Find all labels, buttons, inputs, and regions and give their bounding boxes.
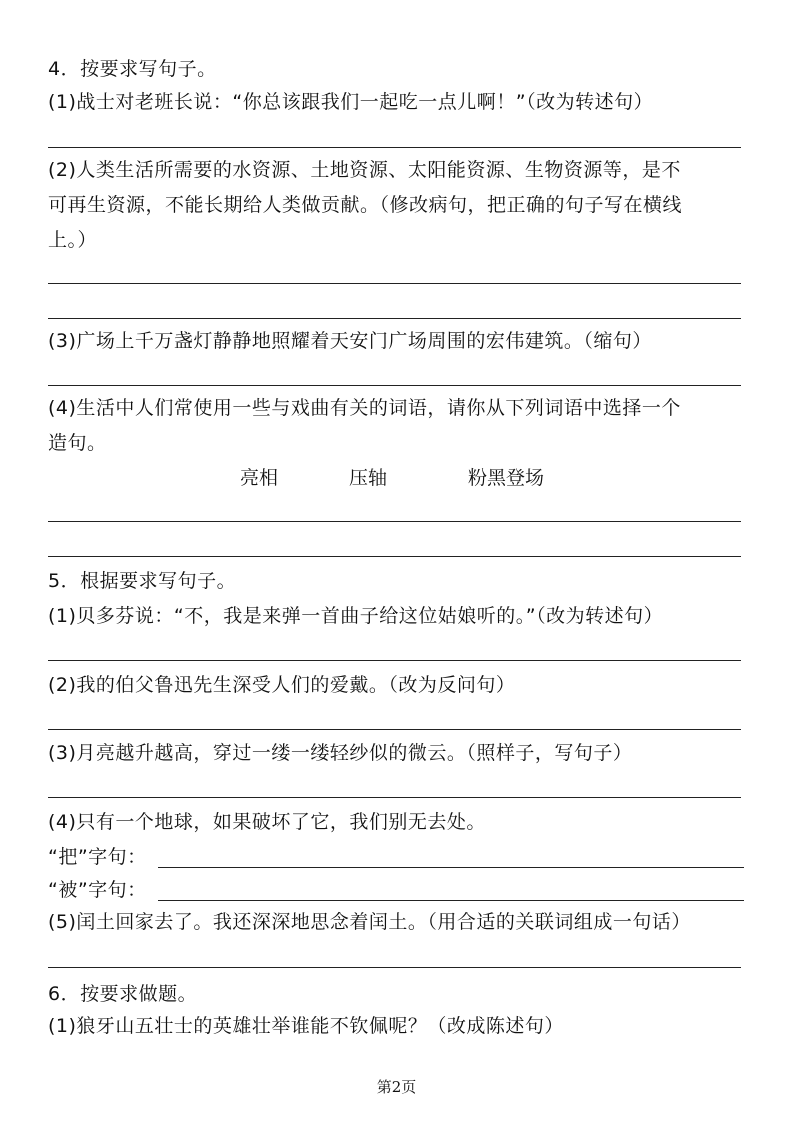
q5-item-3: (3)月亮越升越高，穿过一缕一缕轻纱似的微云。（照样子，写句子）	[48, 742, 633, 764]
q4-item-2-line-3: 上。）	[48, 229, 98, 251]
q5-item-5: (5)闰土回家去了。我还深深地思念着闰土。（用合适的关联词组成一句话）	[48, 911, 691, 933]
q4-item-1: (1)战士对老班长说：“你总该跟我们一起吃一点儿啊！”（改为转述句）	[48, 91, 654, 113]
ba-sentence-line[interactable]	[158, 867, 744, 868]
bei-sentence-line[interactable]	[158, 900, 744, 901]
answer-line[interactable]	[48, 318, 741, 319]
bei-sentence-label: “被”字句：	[48, 879, 147, 901]
word-option: 亮相	[240, 467, 279, 489]
word-option: 粉黑登场	[468, 467, 545, 489]
answer-line[interactable]	[48, 283, 741, 284]
q4-item-3: (3)广场上千万盏灯静静地照耀着天安门广场周围的宏伟建筑。（缩句）	[48, 330, 652, 352]
q4-item-2-line-2: 可再生资源，不能长期给人类做贡献。（修改病句，把正确的句子写在横线	[48, 194, 683, 216]
answer-line[interactable]	[48, 729, 741, 730]
word-option: 压轴	[349, 467, 388, 489]
q5-item-2: (2)我的伯父鲁迅先生深受人们的爱戴。（改为反问句）	[48, 674, 516, 696]
q4-item-4-line-2: 造句。	[48, 432, 107, 454]
q6-title: 6．按要求做题。	[48, 983, 198, 1005]
answer-line[interactable]	[48, 147, 741, 148]
answer-line[interactable]	[48, 967, 741, 968]
answer-line[interactable]	[48, 797, 741, 798]
ba-sentence-label: “把”字句：	[48, 846, 147, 868]
q4-item-2-line-1: (2)人类生活所需要的水资源、土地资源、太阳能资源、生物资源等，是不	[48, 159, 681, 181]
q4-title: 4．按要求写句子。	[48, 58, 217, 80]
q5-item-4: (4)只有一个地球，如果破坏了它，我们别无去处。	[48, 811, 486, 833]
page-number: 第2页	[376, 1078, 417, 1096]
q4-item-4-line-1: (4)生活中人们常使用一些与戏曲有关的词语，请你从下列词语中选择一个	[48, 397, 681, 419]
q5-item-1: (1)贝多芬说：“不，我是来弹一首曲子给这位姑娘听的。”（改为转述句）	[48, 605, 664, 627]
answer-line[interactable]	[48, 385, 741, 386]
answer-line[interactable]	[48, 556, 741, 557]
q5-title: 5．根据要求写句子。	[48, 570, 237, 592]
q6-item-1: (1)狼牙山五壮士的英雄壮举谁能不钦佩呢？（改成陈述句）	[48, 1015, 564, 1037]
answer-line[interactable]	[48, 660, 741, 661]
answer-line[interactable]	[48, 521, 741, 522]
